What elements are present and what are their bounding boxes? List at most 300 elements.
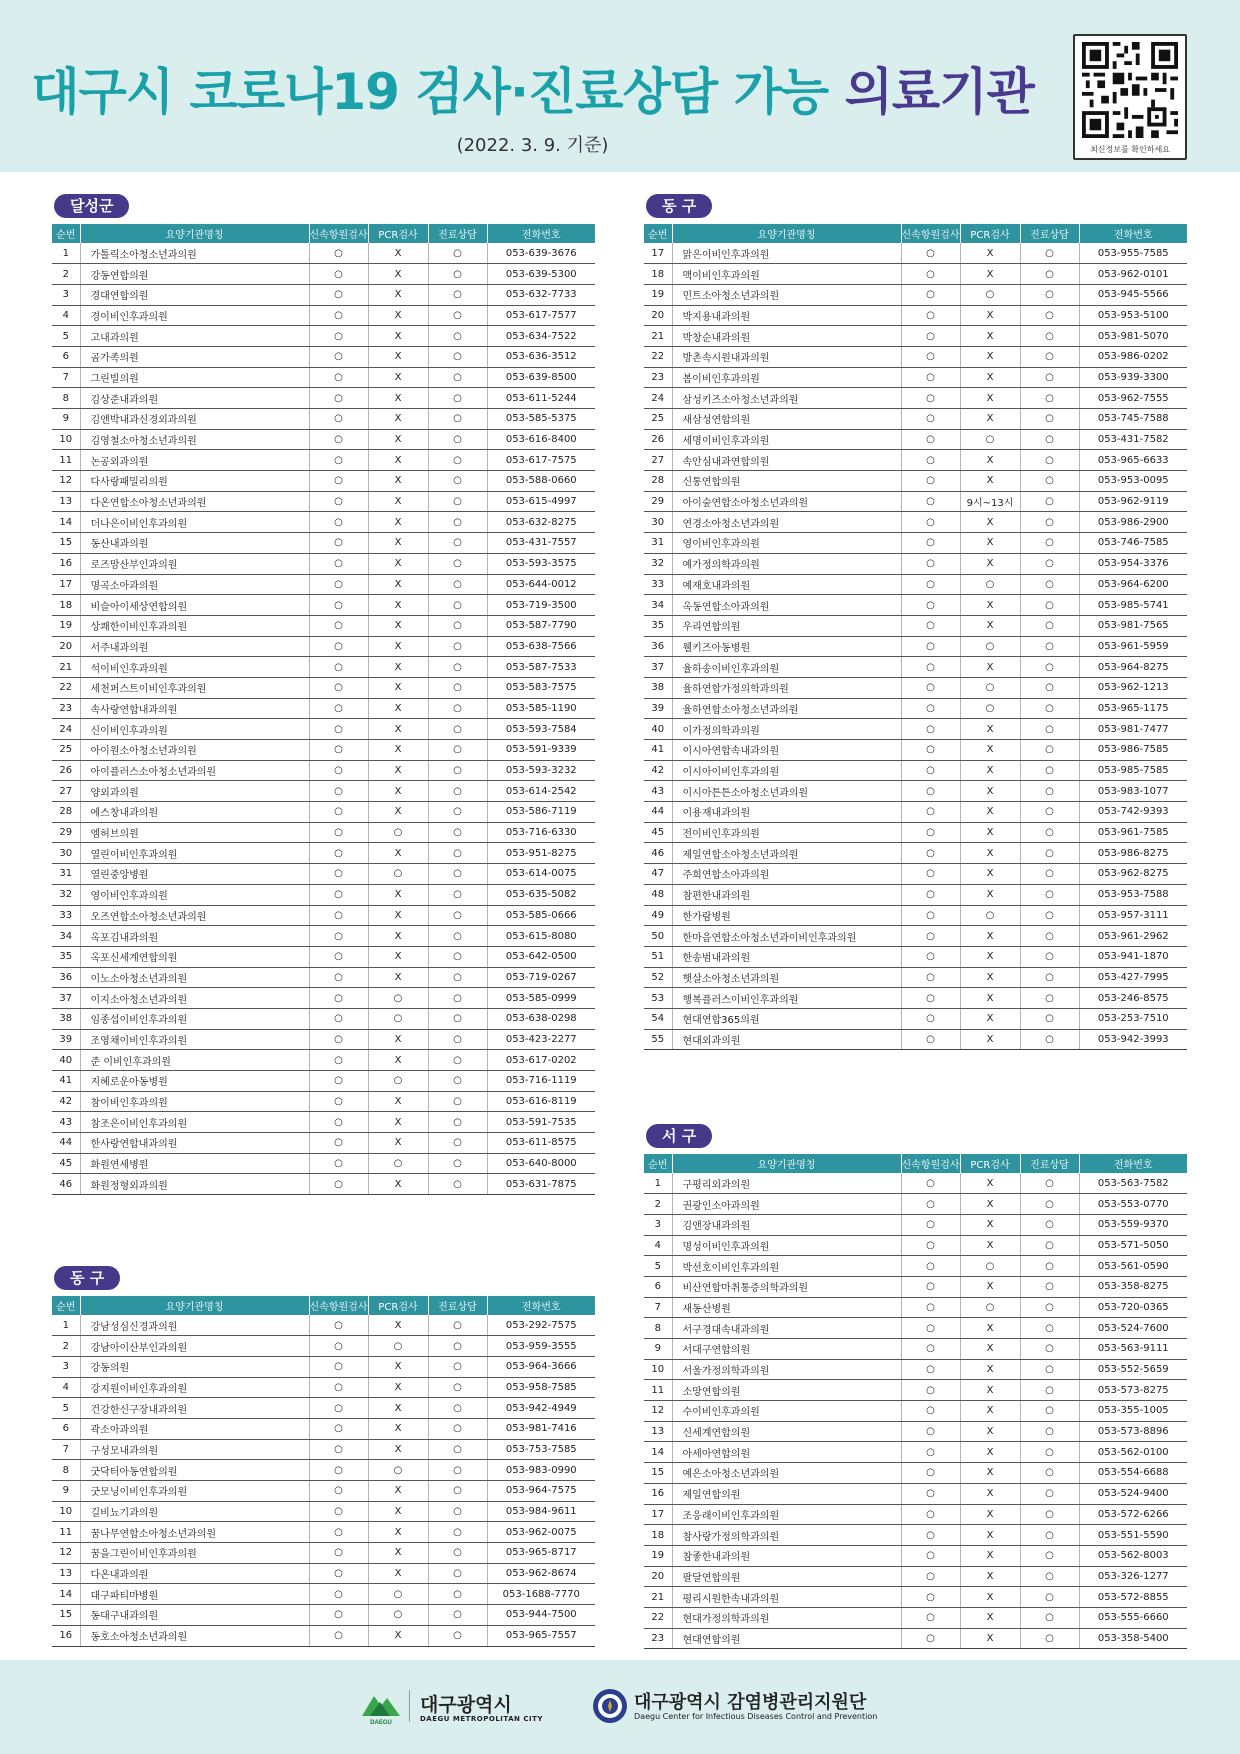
col-phone[interactable]: 053-716-1119 [487,1071,595,1092]
col-phone[interactable]: 053-632-8275 [487,512,595,533]
col-phone[interactable]: 053-591-7535 [487,1112,595,1133]
col-phone[interactable]: 053-632-7733 [487,284,595,305]
col-consultation: ○ [428,1481,487,1502]
col-number: 37 [644,657,672,678]
col-rapid-antigen: ○ [309,1460,368,1481]
col-number: 4 [644,1235,672,1256]
col-phone[interactable]: 053-587-7790 [487,615,595,636]
col-phone[interactable]: 053-617-7577 [487,305,595,326]
col-number: 34 [52,926,80,947]
col-name: 다온내과의원 [80,1563,309,1584]
col-phone[interactable]: 053-552-5659 [1079,1359,1187,1380]
col-name: 예재호내과의원 [672,574,901,595]
col-phone[interactable]: 053-593-3232 [487,760,595,781]
col-phone[interactable]: 053-719-0267 [487,967,595,988]
col-consultation: ○ [1020,1545,1079,1566]
col-phone[interactable]: 053-961-2962 [1079,926,1187,947]
col-number: 42 [52,1091,80,1112]
table-row [52,1439,595,1460]
col-number: 54 [644,1008,672,1029]
col-rapid-antigen: ○ [901,471,960,492]
col-rapid-antigen: ○ [309,1418,368,1439]
col-name: 엠허브의원 [80,822,309,843]
col-pcr: X [960,243,1020,264]
col-consultation: ○ [428,1522,487,1543]
col-phone[interactable]: 053-957-3111 [1079,905,1187,926]
col-pcr: X [368,1418,428,1439]
col-number: 35 [52,946,80,967]
table-row [52,429,595,450]
col-name: 제일연합의원 [672,1483,901,1504]
col-phone[interactable]: 053-965-1175 [1079,698,1187,719]
col-phone[interactable]: 053-571-5050 [1079,1235,1187,1256]
col-consultation: ○ [1020,595,1079,616]
col-phone[interactable]: 053-326-1277 [1079,1566,1187,1587]
col-phone[interactable]: 053-587-7533 [487,657,595,678]
col-phone[interactable]: 053-562-0100 [1079,1442,1187,1463]
col-phone[interactable]: 053-720-0365 [1079,1297,1187,1318]
col-phone[interactable]: 053-986-8275 [1079,843,1187,864]
col-phone[interactable]: 053-246-8575 [1079,988,1187,1009]
col-name: 율하송이비인후과의원 [672,657,901,678]
col-phone[interactable]: 053-746-7585 [1079,533,1187,554]
col-phone[interactable]: 053-639-8500 [487,367,595,388]
col-number: 12 [52,471,80,492]
col-consultation: ○ [1020,926,1079,947]
col-rapid-antigen-header: 신속항원검사 [901,224,960,243]
col-pcr: ○ [368,1008,428,1029]
col-consultation: ○ [428,719,487,740]
table-row [52,367,595,388]
col-rapid-antigen-header: 신속항원검사 [309,1296,368,1315]
col-phone[interactable]: 053-954-3376 [1079,553,1187,574]
col-phone[interactable]: 053-524-9400 [1079,1483,1187,1504]
col-phone[interactable]: 053-638-7566 [487,636,595,657]
col-number: 16 [52,553,80,574]
col-rapid-antigen: ○ [309,1112,368,1133]
col-rapid-antigen: ○ [901,326,960,347]
col-rapid-antigen: ○ [901,843,960,864]
col-phone[interactable]: 053-942-4949 [487,1398,595,1419]
col-phone[interactable]: 053-635-5082 [487,884,595,905]
col-phone[interactable]: 053-593-7584 [487,719,595,740]
page-title [0,52,1065,124]
col-phone[interactable]: 053-614-2542 [487,781,595,802]
col-phone[interactable]: 053-616-8119 [487,1091,595,1112]
col-phone[interactable]: 053-986-2900 [1079,512,1187,533]
table-row [644,719,1187,740]
col-phone[interactable]: 053-985-7585 [1079,760,1187,781]
table-row [644,615,1187,636]
col-phone[interactable]: 053-615-8080 [487,926,595,947]
col-pcr: X [960,1463,1020,1484]
col-name: 방촌속시원내과의원 [672,346,901,367]
col-phone[interactable]: 053-593-3575 [487,553,595,574]
col-phone[interactable]: 053-573-8896 [1079,1421,1187,1442]
col-name: 경대연합의원 [80,284,309,305]
col-number: 16 [644,1483,672,1504]
col-name: 열린이비인후과의원 [80,843,309,864]
col-phone[interactable]: 053-636-3512 [487,346,595,367]
col-phone[interactable]: 053-611-8575 [487,1133,595,1154]
col-rapid-antigen: ○ [901,967,960,988]
col-phone[interactable]: 053-964-6200 [1079,574,1187,595]
col-phone[interactable]: 053-942-3993 [1079,1029,1187,1050]
col-name-header: 요양기관명칭 [80,1296,309,1315]
col-phone[interactable]: 053-585-0999 [487,988,595,1009]
col-phone[interactable]: 053-563-9111 [1079,1339,1187,1360]
col-phone[interactable]: 053-953-0095 [1079,471,1187,492]
table-row [644,1339,1187,1360]
table-row [52,740,595,761]
col-phone[interactable]: 053-551-5590 [1079,1525,1187,1546]
col-phone[interactable]: 053-962-0101 [1079,264,1187,285]
daegu-mountain-icon [360,1686,402,1726]
table-row [52,1605,595,1626]
table-row [644,1421,1187,1442]
col-number: 13 [644,1421,672,1442]
table-row [644,1483,1187,1504]
col-rapid-antigen: ○ [309,1174,368,1195]
col-number: 2 [52,264,80,285]
col-phone[interactable]: 053-573-8275 [1079,1380,1187,1401]
col-phone[interactable]: 053-716-6330 [487,822,595,843]
col-phone[interactable]: 053-583-7575 [487,677,595,698]
col-name: 김상준내과의원 [80,388,309,409]
col-consultation: ○ [1020,657,1079,678]
col-phone[interactable]: 053-941-1870 [1079,946,1187,967]
col-number: 30 [644,512,672,533]
col-pcr: X [368,326,428,347]
col-pcr: X [368,243,428,264]
col-rapid-antigen: ○ [309,740,368,761]
col-consultation: ○ [428,1153,487,1174]
col-pcr: X [960,388,1020,409]
col-rapid-antigen: ○ [309,264,368,285]
col-name: 양외과의원 [80,781,309,802]
col-phone[interactable]: 053-962-9119 [1079,491,1187,512]
col-phone[interactable]: 053-981-7416 [487,1418,595,1439]
col-phone[interactable]: 053-355-1005 [1079,1401,1187,1422]
col-number: 31 [52,864,80,885]
col-pcr: ○ [960,677,1020,698]
col-rapid-antigen: ○ [309,1563,368,1584]
col-name: 현대가정의학과의원 [672,1607,901,1628]
col-number: 30 [52,843,80,864]
col-phone[interactable]: 053-616-8400 [487,429,595,450]
table-row [644,1256,1187,1277]
col-pcr: ○ [960,429,1020,450]
col-consultation: ○ [1020,988,1079,1009]
col-phone[interactable]: 053-965-8717 [487,1543,595,1564]
col-consultation: ○ [1020,781,1079,802]
col-phone[interactable]: 053-983-0990 [487,1460,595,1481]
col-phone[interactable]: 053-617-0202 [487,1050,595,1071]
col-phone[interactable]: 053-965-6633 [1079,450,1187,471]
col-phone[interactable]: 053-423-2277 [487,1029,595,1050]
col-phone[interactable]: 053-985-5741 [1079,595,1187,616]
col-name: 봄이비인후과의원 [672,367,901,388]
col-phone[interactable]: 053-961-7585 [1079,822,1187,843]
col-name: 곽소아과의원 [80,1418,309,1439]
col-rapid-antigen: ○ [309,760,368,781]
col-pcr: X [960,1483,1020,1504]
table-row [52,905,595,926]
col-phone[interactable]: 053-524-7600 [1079,1318,1187,1339]
col-consultation: ○ [1020,740,1079,761]
col-consultation: ○ [1020,1607,1079,1628]
col-phone[interactable]: 053-962-8275 [1079,864,1187,885]
col-phone[interactable]: 053-561-0590 [1079,1256,1187,1277]
col-pcr: X [960,512,1020,533]
col-phone[interactable]: 053-962-1213 [1079,677,1187,698]
col-name: 열린중앙병원 [80,864,309,885]
col-number: 45 [644,822,672,843]
col-phone[interactable]: 053-555-6660 [1079,1607,1187,1628]
col-phone[interactable]: 053-962-8674 [487,1563,595,1584]
col-rapid-antigen: ○ [309,926,368,947]
col-phone[interactable]: 053-962-7555 [1079,388,1187,409]
col-rapid-antigen: ○ [901,946,960,967]
col-phone[interactable]: 053-617-7575 [487,450,595,471]
col-name: 한가람병원 [672,905,901,926]
col-phone[interactable]: 053-559-9370 [1079,1214,1187,1235]
col-number: 53 [644,988,672,1009]
col-rapid-antigen: ○ [309,409,368,430]
col-phone[interactable]: 053-634-7522 [487,326,595,347]
col-phone[interactable]: 053-964-3666 [487,1356,595,1377]
col-rapid-antigen: ○ [309,719,368,740]
col-consultation: ○ [428,1543,487,1564]
col-phone[interactable]: 053-588-0660 [487,471,595,492]
col-phone[interactable]: 053-292-7575 [487,1315,595,1336]
col-consultation: ○ [428,1439,487,1460]
col-number: 38 [644,677,672,698]
col-name: 새삼성연합의원 [672,409,901,430]
col-rapid-antigen: ○ [309,822,368,843]
col-phone[interactable]: 053-585-0666 [487,905,595,926]
col-rapid-antigen: ○ [901,1297,960,1318]
col-pcr: X [368,512,428,533]
col-rapid-antigen: ○ [901,512,960,533]
col-phone[interactable]: 053-745-7588 [1079,409,1187,430]
col-name: 이용재내과의원 [672,802,901,823]
table-row [52,264,595,285]
col-consultation: ○ [1020,843,1079,864]
col-phone[interactable]: 053-965-7557 [487,1625,595,1646]
col-phone[interactable]: 053-981-7565 [1079,615,1187,636]
table-row [644,781,1187,802]
col-phone[interactable]: 053-644-0012 [487,574,595,595]
col-phone[interactable]: 053-742-9393 [1079,802,1187,823]
col-name: 서주내과의원 [80,636,309,657]
col-pcr: X [960,1442,1020,1463]
col-phone[interactable]: 053-639-3676 [487,243,595,264]
table-row [644,657,1187,678]
col-phone[interactable]: 053-572-6266 [1079,1504,1187,1525]
col-rapid-antigen: ○ [309,574,368,595]
col-phone[interactable]: 053-981-5070 [1079,326,1187,347]
col-name: 강남아이산부인과의원 [80,1336,309,1357]
table-header-row [644,224,1187,243]
col-phone[interactable]: 053-553-0770 [1079,1194,1187,1215]
col-rapid-antigen: ○ [901,1545,960,1566]
col-consultation: ○ [428,1133,487,1154]
col-consultation: ○ [428,1029,487,1050]
col-rapid-antigen: ○ [309,595,368,616]
table-row [52,1050,595,1071]
col-name: 그린빌의원 [80,367,309,388]
col-number: 46 [644,843,672,864]
col-pcr: X [368,1091,428,1112]
col-phone[interactable]: 053-962-0075 [487,1522,595,1543]
col-number: 39 [52,1029,80,1050]
col-rapid-antigen: ○ [309,802,368,823]
col-phone[interactable]: 053-986-0202 [1079,346,1187,367]
col-consultation: ○ [1020,1525,1079,1546]
table-row [52,1377,595,1398]
col-number: 43 [644,781,672,802]
table-row [644,822,1187,843]
col-phone[interactable]: 053-358-8275 [1079,1276,1187,1297]
col-phone[interactable]: 053-585-5375 [487,409,595,430]
col-name: 김앤장내과의원 [672,1214,901,1235]
col-phone[interactable]: 053-964-8275 [1079,657,1187,678]
col-phone[interactable]: 053-1688-7770 [487,1584,595,1605]
col-phone[interactable]: 053-572-8855 [1079,1587,1187,1608]
col-phone[interactable]: 053-953-7588 [1079,884,1187,905]
col-phone[interactable]: 053-253-7510 [1079,1008,1187,1029]
col-phone[interactable]: 053-959-3555 [487,1336,595,1357]
col-name: 삼성키즈소아청소년과의원 [672,388,901,409]
col-number: 1 [52,243,80,264]
col-rapid-antigen: ○ [901,1276,960,1297]
col-consultation: ○ [1020,471,1079,492]
col-phone[interactable]: 053-431-7557 [487,533,595,554]
col-name: 서구경대속내과의원 [672,1318,901,1339]
col-name: 현대외과의원 [672,1029,901,1050]
col-rapid-antigen: ○ [309,1315,368,1336]
col-name: 지혜로운아동병원 [80,1071,309,1092]
qr-code[interactable] [1073,34,1187,160]
col-name: 전이비인후과의원 [672,822,901,843]
col-rapid-antigen: ○ [309,905,368,926]
col-rapid-antigen: ○ [901,1607,960,1628]
table-row [644,1442,1187,1463]
col-phone[interactable]: 053-984-9611 [487,1501,595,1522]
col-pcr: X [368,781,428,802]
col-consultation: ○ [428,843,487,864]
col-number: 10 [52,429,80,450]
col-phone[interactable]: 053-554-6688 [1079,1463,1187,1484]
table-row [644,1463,1187,1484]
col-rapid-antigen: ○ [309,1625,368,1646]
col-phone[interactable]: 053-939-3300 [1079,367,1187,388]
col-phone[interactable]: 053-615-4997 [487,491,595,512]
col-pcr: X [368,884,428,905]
col-phone[interactable]: 053-951-8275 [487,843,595,864]
table-row [52,1336,595,1357]
table-row [644,1607,1187,1628]
col-pcr: ○ [960,1256,1020,1277]
col-phone[interactable]: 053-958-7585 [487,1377,595,1398]
col-phone[interactable]: 053-640-8000 [487,1153,595,1174]
col-pcr: ○ [368,822,428,843]
col-phone[interactable]: 053-427-7995 [1079,967,1187,988]
col-phone[interactable]: 053-953-5100 [1079,305,1187,326]
col-pcr: X [368,574,428,595]
col-name: 꿈을그린이비인후과의원 [80,1543,309,1564]
table-row [52,719,595,740]
col-pcr: X [368,677,428,698]
col-pcr: X [960,822,1020,843]
col-phone[interactable]: 053-945-5566 [1079,284,1187,305]
col-phone[interactable]: 053-585-1190 [487,698,595,719]
col-consultation: ○ [1020,1008,1079,1029]
col-consultation: ○ [1020,1256,1079,1277]
col-rapid-antigen: ○ [901,615,960,636]
col-phone[interactable]: 053-642-0500 [487,946,595,967]
col-phone[interactable]: 053-944-7500 [487,1605,595,1626]
col-name: 옥포신세계연합의원 [80,946,309,967]
col-number: 7 [52,367,80,388]
col-phone[interactable]: 053-614-0075 [487,864,595,885]
col-phone[interactable]: 053-586-7119 [487,802,595,823]
table-row [644,677,1187,698]
col-number: 19 [644,284,672,305]
col-phone[interactable]: 053-638-0298 [487,1008,595,1029]
col-rapid-antigen: ○ [309,1439,368,1460]
col-phone[interactable]: 053-964-7575 [487,1481,595,1502]
col-phone[interactable]: 053-562-8003 [1079,1545,1187,1566]
col-rapid-antigen: ○ [901,864,960,885]
col-rapid-antigen: ○ [309,1050,368,1071]
col-pcr: X [368,1543,428,1564]
table-row [52,512,595,533]
col-number: 48 [644,884,672,905]
col-pcr: ○ [960,284,1020,305]
col-consultation: ○ [428,636,487,657]
col-rapid-antigen: ○ [901,553,960,574]
table-row [644,512,1187,533]
col-phone[interactable]: 053-981-7477 [1079,719,1187,740]
col-pcr: X [960,1339,1020,1360]
table-row [644,1587,1187,1608]
col-phone[interactable]: 053-719-3500 [487,595,595,616]
col-phone[interactable]: 053-983-1077 [1079,781,1187,802]
col-name: 권광인소아과의원 [672,1194,901,1215]
col-phone[interactable]: 053-591-9339 [487,740,595,761]
col-phone[interactable]: 053-955-7585 [1079,243,1187,264]
col-phone[interactable]: 053-431-7582 [1079,429,1187,450]
col-phone[interactable]: 053-639-5300 [487,264,595,285]
col-phone[interactable]: 053-611-5244 [487,388,595,409]
col-phone[interactable]: 053-986-7585 [1079,740,1187,761]
col-pcr: X [368,1563,428,1584]
col-phone[interactable]: 053-358-5400 [1079,1628,1187,1649]
table-row [644,553,1187,574]
col-consultation: ○ [428,822,487,843]
col-phone[interactable]: 053-961-5959 [1079,636,1187,657]
col-phone[interactable]: 053-753-7585 [487,1439,595,1460]
col-name: 다사랑패밀리의원 [80,471,309,492]
col-consultation: ○ [428,305,487,326]
col-consultation: ○ [428,1377,487,1398]
col-phone[interactable]: 053-631-7875 [487,1174,595,1195]
col-consultation: ○ [428,1501,487,1522]
col-consultation: ○ [1020,884,1079,905]
col-phone[interactable]: 053-563-7582 [1079,1173,1187,1194]
